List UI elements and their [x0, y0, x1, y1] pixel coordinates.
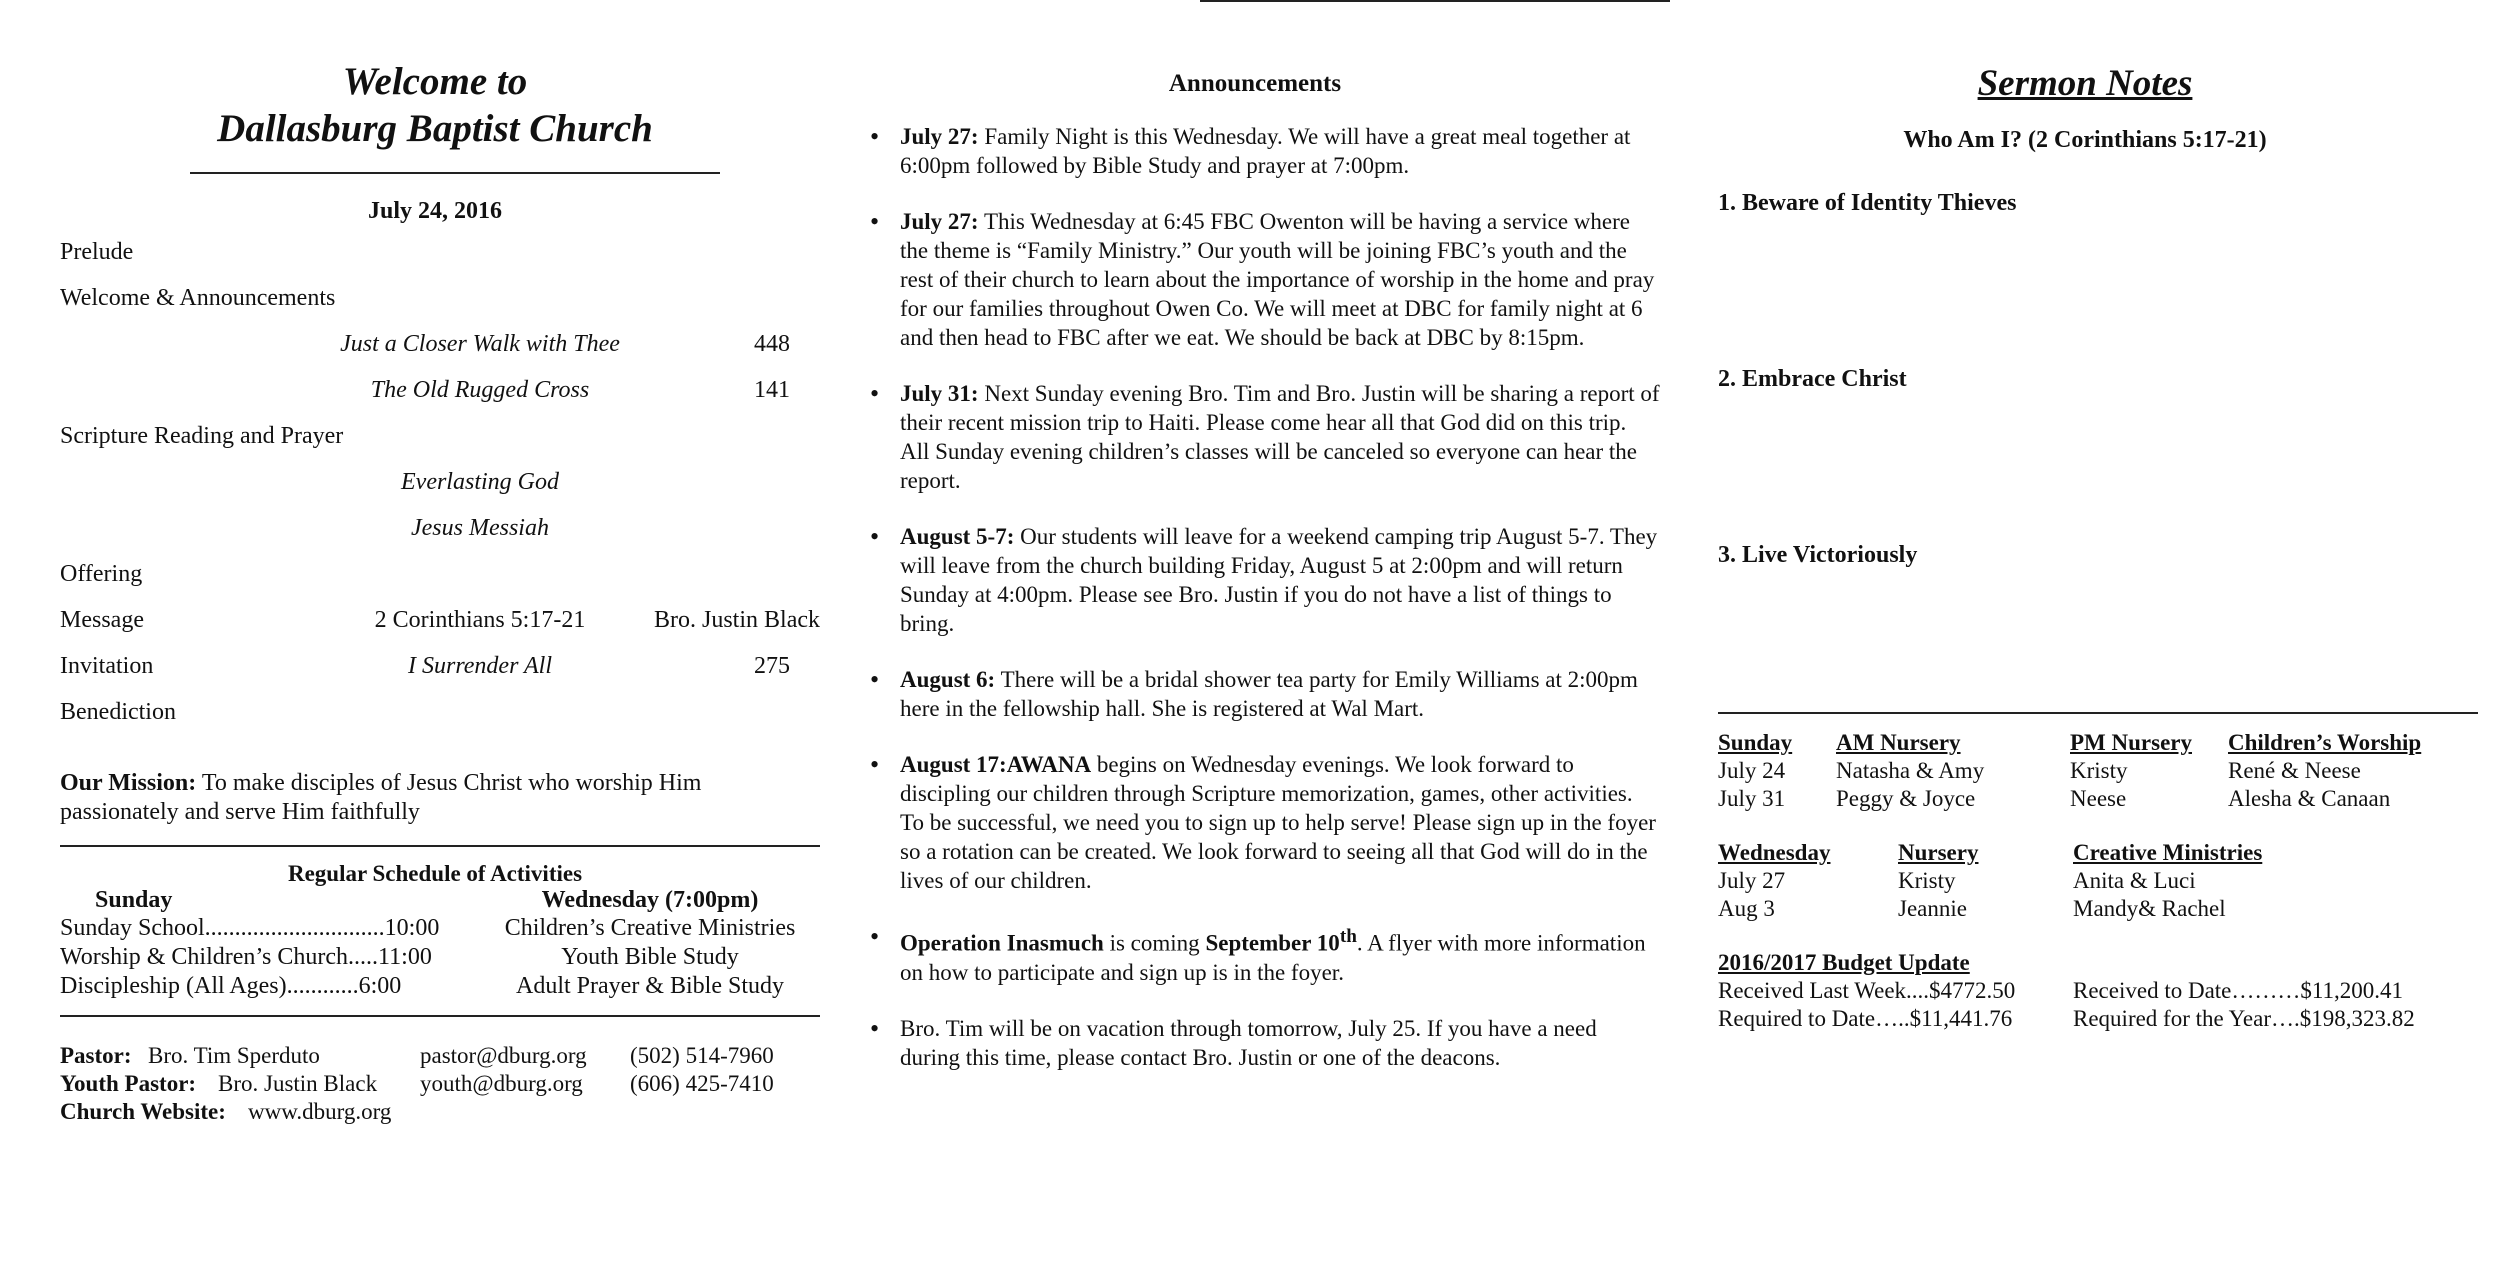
nursery-date: July 31 [1718, 786, 1786, 811]
announcement-label: Operation Inasmuch [900, 930, 1104, 956]
schedule-sunday-head: Sunday [95, 887, 173, 913]
pastor-line [60, 1043, 820, 1071]
announcements-title: Announcements [1168, 70, 1342, 97]
order-message: Message [60, 607, 144, 633]
youth-pastor-phone: (606) 425-7410 [630, 1071, 774, 1096]
pastor-name: Bro. Tim Sperduto [148, 1043, 320, 1068]
order-invitation: Invitation [60, 653, 154, 679]
nursery-am-volunteers: Peggy & Joyce [1836, 786, 1976, 811]
message-scripture: 2 Corinthians 5:17-21 [374, 607, 586, 633]
announcement-text: is coming [1109, 930, 1200, 956]
announcement-item [850, 379, 1660, 495]
order-row [60, 505, 820, 551]
order-row [60, 597, 820, 643]
sunday-nursery-table [1718, 730, 2478, 820]
website-line [60, 1099, 820, 1127]
wednesday-date: July 27 [1718, 868, 1786, 893]
announcements-list [850, 122, 1660, 1072]
hymn-title: Just a Closer Walk with Thee [340, 331, 620, 357]
budget-required-year: Required for the Year….$198,323.82 [2073, 1006, 2415, 1031]
announcement-text: This Wednesday at 6:45 FBC Owenton will be having a service where the theme is “Family Ministry.” Our youth will be joining FBC’s youth and the rest of their church to learn about the importance of worship in the home and pray for our families throughout Owen Co. We will meet at DBC for family night at 6 and then head to FBC after we eat. We should be back at DBC by 8:15pm. [900, 209, 1655, 350]
announcement-label: August 6: [900, 667, 996, 692]
wednesday-nursery-table [1718, 840, 2478, 930]
schedule-sunday-item: Discipleship (All Ages)............6:00 [60, 973, 402, 999]
schedule-sunday-item: Worship & Children’s Church.....11:00 [60, 944, 432, 970]
invitation-number: 275 [754, 653, 790, 679]
youth-pastor-line [60, 1071, 820, 1099]
mission-statement [60, 769, 780, 827]
website-label: Church Website: [60, 1099, 226, 1124]
welcome-title [50, 58, 820, 152]
schedule-wednesday-head: Wednesday (7:00pm) [541, 887, 759, 913]
contact-info [50, 1043, 820, 1153]
nursery-am-volunteers: Natasha & Amy [1836, 758, 1985, 783]
welcome-title-line1: Welcome to [342, 60, 528, 103]
order-of-worship [50, 229, 820, 759]
announcement-text: begins on Wednesday evenings. We look forward to discipling our children through Scripture memorization, games, other activities. To be successful, we need you to sign up to help serve! Please sign up in the foyer so a rotation can be created. We look forward to seeing all that God will do in the lives of our children. [900, 752, 1656, 893]
hymn-title: The Old Rugged Cross [370, 377, 590, 403]
announcement-item [850, 922, 1660, 987]
announcement-item [850, 122, 1660, 180]
pastor-phone: (502) 514-7960 [630, 1043, 774, 1068]
sermon-notes-title: Sermon Notes [1977, 63, 2193, 104]
am-nursery-header: AM Nursery [1836, 730, 1961, 755]
schedule-title: Regular Schedule of Activities [287, 861, 583, 886]
pm-nursery-header: PM Nursery [2070, 730, 2192, 755]
announcement-label: July 31: [900, 381, 979, 406]
sermon-point-2: 2. Embrace Christ [1718, 366, 1907, 392]
order-row [60, 229, 820, 275]
order-row [60, 551, 820, 597]
budget-required-date: Required to Date…..$11,441.76 [1718, 1006, 2013, 1031]
order-benediction: Benediction [60, 699, 176, 725]
welcome-title-line2: Dallasburg Baptist Church [217, 107, 653, 150]
schedule-table [50, 887, 820, 1037]
announcement-text: Family Night is this Wednesday. We will have a great meal together at 6:00pm followed by Bible Study and prayer at 7:00pm. [900, 124, 1631, 178]
announcement-date: September 10 [1205, 930, 1340, 956]
nursery-pm-volunteers: Kristy [2070, 758, 2128, 783]
bulletin-order-panel [50, 0, 820, 1274]
nursery-date: July 24 [1718, 758, 1786, 783]
schedule-wednesday-item: Children’s Creative Ministries [504, 915, 796, 941]
wednesday-date: Aug 3 [1718, 896, 1775, 921]
pastor-email[interactable]: pastor@dburg.org [420, 1043, 587, 1068]
sermon-point-1: 1. Beware of Identity Thieves [1718, 190, 2017, 216]
divider [1718, 712, 2478, 714]
nursery-pm-volunteers: Neese [2070, 786, 2127, 811]
budget-received-date: Received to Date………$11,200.41 [2073, 978, 2404, 1003]
wednesday-nursery-volunteer: Jeannie [1898, 896, 1967, 921]
childrens-worship-header: Children’s Worship [2228, 730, 2422, 755]
pastor-label: Pastor: [60, 1043, 132, 1068]
invitation-song: I Surrender All [408, 653, 552, 679]
nursery-header: Nursery [1898, 840, 1979, 865]
order-row [60, 459, 820, 505]
announcement-item [850, 665, 1660, 723]
order-row [60, 689, 820, 735]
order-row [60, 413, 820, 459]
youth-pastor-label: Youth Pastor: [60, 1071, 197, 1096]
order-row [60, 367, 820, 413]
order-welcome: Welcome & Announcements [60, 285, 336, 311]
announcement-item [850, 522, 1660, 638]
schedule-wednesday-item: Youth Bible Study [561, 944, 739, 970]
announcement-text: . A flyer with more information on how to participate and sign up is in the foyer. [900, 930, 1646, 985]
announcement-label: July 27: [900, 124, 979, 149]
youth-pastor-email[interactable]: youth@dburg.org [420, 1071, 583, 1096]
mission-line1: To make disciples of Jesus Christ who worship Him [201, 770, 702, 796]
announcement-label: August 5-7: [900, 524, 1015, 549]
announcement-text: Bro. Tim will be on vacation through tomorrow, July 25. If you have a need during this time, please contact Bro. Justin or one of the deacons. [900, 1015, 1597, 1070]
title-divider [190, 172, 720, 174]
schedule-wednesday-item: Adult Prayer & Bible Study [516, 973, 784, 999]
announcement-label: July 27: [900, 209, 979, 234]
creative-ministries-header: Creative Ministries [2073, 840, 2263, 865]
divider [60, 845, 820, 847]
budget-update [1718, 950, 2478, 1040]
announcement-item [850, 750, 1660, 895]
hymn-number: 141 [754, 377, 790, 403]
wednesday-nursery-volunteer: Kristy [1898, 868, 1956, 893]
announcement-text: There will be a bridal shower tea party for Emily Williams at 2:00pm here in the fellowship hall. She is registered at Wal Mart. [900, 667, 1638, 721]
budget-received-week: Received Last Week....$4772.50 [1718, 978, 2016, 1003]
youth-pastor-name: Bro. Justin Black [218, 1071, 378, 1096]
announcement-item [850, 207, 1660, 352]
song-title: Jesus Messiah [411, 515, 549, 541]
wednesday-header: Wednesday [1718, 840, 1831, 865]
mission-line2: passionately and serve Him faithfully [60, 799, 420, 825]
order-prelude: Prelude [60, 239, 134, 265]
schedule-sunday-item: Sunday School..............................10:00 [60, 915, 440, 941]
creative-ministries-volunteers: Anita & Luci [2073, 868, 2196, 893]
song-title: Everlasting God [401, 469, 559, 495]
sermon-subtitle: Who Am I? (2 Corinthians 5:17-21) [1903, 127, 2267, 153]
order-row [60, 275, 820, 321]
service-date: July 24, 2016 [367, 198, 502, 224]
hymn-number: 448 [754, 331, 790, 357]
website-link[interactable]: www.dburg.org [248, 1099, 392, 1124]
sermon-point-3: 3. Live Victoriously [1718, 542, 1918, 568]
announcement-text: Our students will leave for a weekend camping trip August 5-7. They will leave from the church building Friday, August 5 at 2:00pm and will return Sunday at 4:00pm. Please see Bro. Justin if you do not have a list of things to bring. [900, 524, 1658, 636]
childrens-worship-volunteers: René & Neese [2228, 758, 2361, 783]
sermon-notes-panel [1700, 0, 2470, 1274]
sunday-header: Sunday [1718, 730, 1793, 755]
order-scripture: Scripture Reading and Prayer [60, 423, 344, 449]
childrens-worship-volunteers: Alesha & Canaan [2228, 786, 2391, 811]
announcement-label: August 17:AWANA [900, 752, 1092, 777]
announcement-text: Next Sunday evening Bro. Tim and Bro. Justin will be sharing a report of their recent mission trip to Haiti. Please come hear all that God did on this trip. All Sunday evening children’s classes will be canceled so everyone can hear the report. [900, 381, 1660, 493]
order-row [60, 321, 820, 367]
budget-title: 2016/2017 Budget Update [1718, 950, 1970, 975]
announcement-item [850, 1014, 1660, 1072]
message-speaker: Bro. Justin Black [654, 607, 820, 633]
creative-ministries-volunteers: Mandy& Rachel [2073, 896, 2226, 921]
order-row [60, 643, 820, 689]
order-offering: Offering [60, 561, 143, 587]
announcements-panel [850, 0, 1660, 1274]
announcement-date-suffix: th [1339, 926, 1357, 947]
mission-label: Our Mission: [60, 770, 197, 796]
